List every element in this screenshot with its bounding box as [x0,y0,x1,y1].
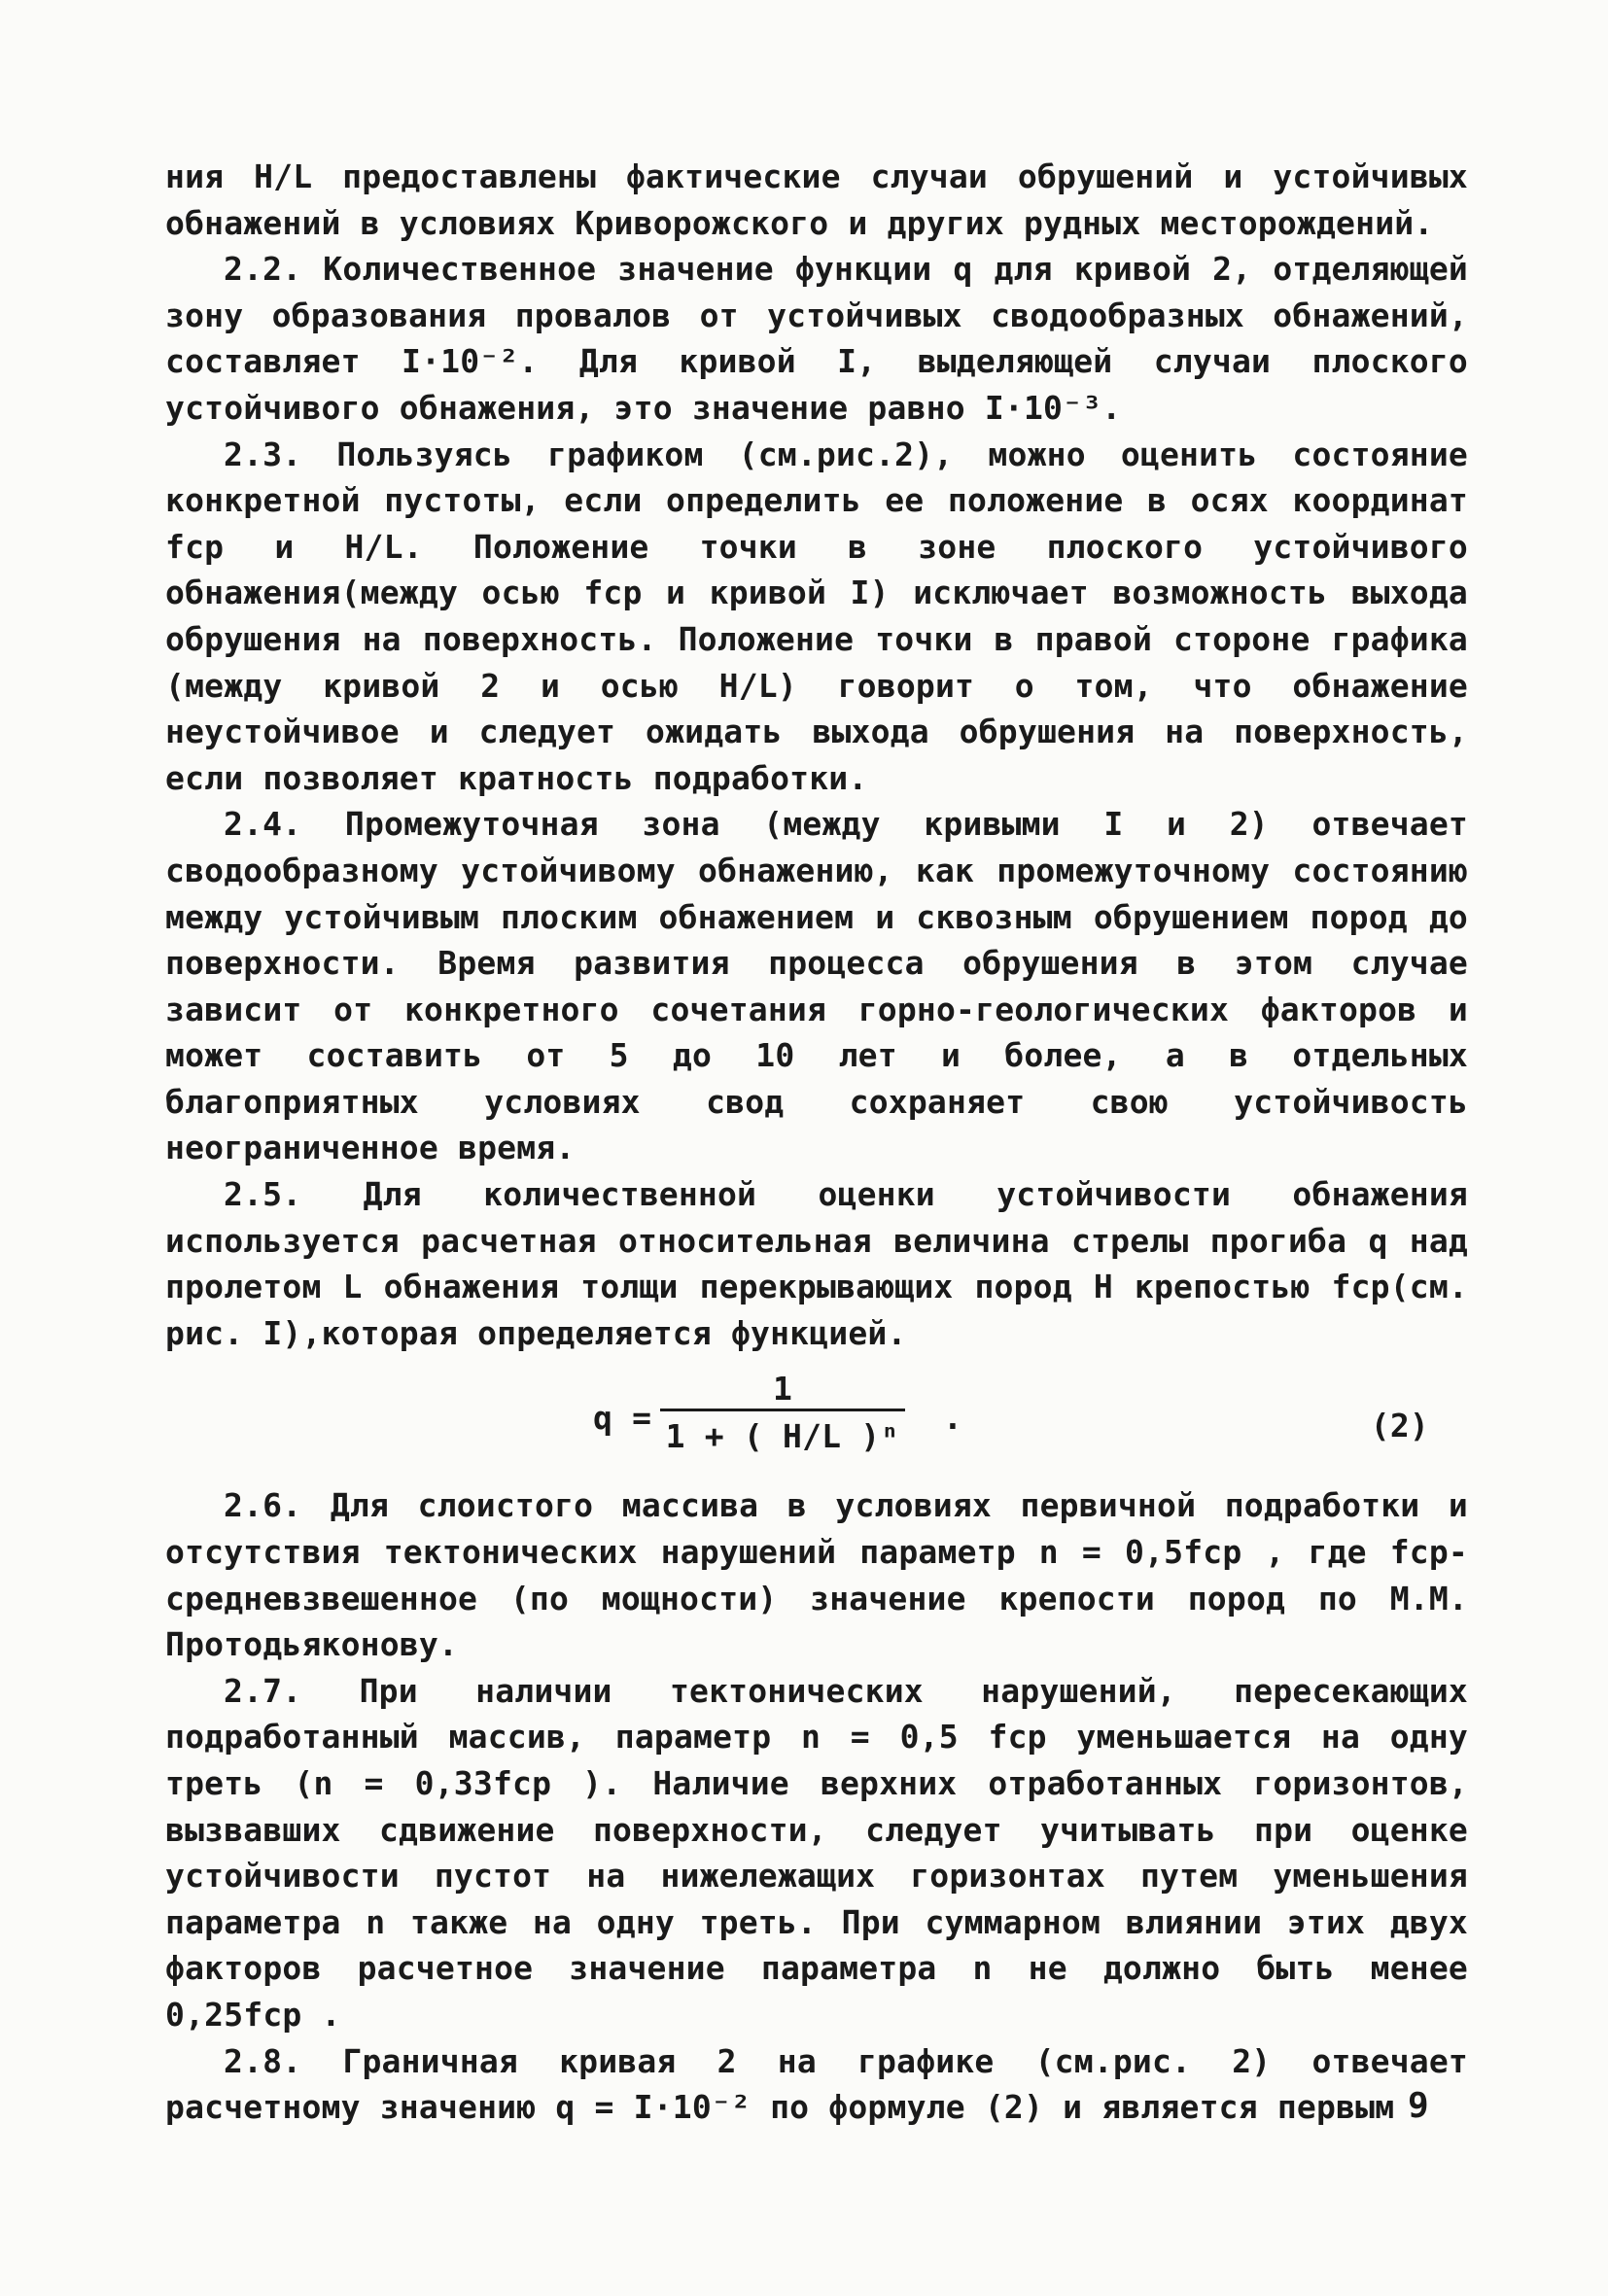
paragraph-2-4: 2.4. Промежуточная зона (между кривыми I и 2) отвечает сводообразному устойчивому обнажению, как промежуточному состоянию между устойчивым плоским обнажением и сквозным обрушением пород до поверхности. Время развития процесса обрушения в этом случае зависит от конкретного сочетания горно-геологических факторов и может составить от 5 до 10 лет и более, а в отдельных благоприятных условиях свод сохраняет свою устойчивость неограниченное время. [165,805,1468,1167]
paragraph-2-8: 2.8. Граничная кривая 2 на графике (см.рис. 2) отвечает расчетному значению q = I·10⁻² по формуле (2) и является первым [165,2041,1468,2127]
formula-denominator: 1 + ( Н/L )ⁿ [665,1417,900,1456]
paragraph-2-7: 2.7. При наличии тектонических нарушений, пересекающих подработанный массив, параметр n = 0,5 fср уменьшается на одну треть (n = 0,33fср ). Наличие верхних отработанных горизонтов, вызвавших сдвижение поверхности, следует учитывать при оценке устойчивости пустот на нижележащих горизонтах путем уменьшения параметра n также на одну треть. При суммарном влиянии этих двух факторов расчетное значение параметра n не должно быть менее 0,25fср . [165,1671,1468,2034]
page-number: 9 [1408,2086,1429,2126]
formula-number: (2) [1370,1407,1429,1445]
paragraph-2-3: 2.3. Пользуясь графиком (см.рис.2), можно оценить состояние конкретной пустоты, если определить ее положение в осях координат fср и Н/L. Положение точки в зоне плоского устойчивого обнажения(между осью fср и кривой I) исключает возможность выхода обрушения на поверхность. Положение точки в правой стороне графика (между кривой 2 и осью Н/L) говорит о том, что обнажение неустойчивое и следует ожидать выхода обрушения на поверхность, если позволяет кратность подработки. [165,435,1468,797]
document-body [165,154,1468,2131]
formula-numerator: 1 [772,1370,793,1409]
formula-2 [165,1362,1468,1478]
paragraph-continuation: ния Н/L предоставлены фактические случаи обрушений и устойчивых обнажений в условиях Криворожского и других рудных месторождений. [165,157,1468,242]
formula-trailing-dot: . [943,1399,963,1438]
paragraph-2-6: 2.6. Для слоистого массива в условиях первичной подработки и отсутствия тектонических нарушений параметр n = 0,5fср , где fср-средневзвешенное (по мощности) значение крепости пород по М.М. Протодьяконову. [165,1486,1468,1664]
formula-fraction [656,1366,909,1460]
paragraph-2-2: 2.2. Количественное значение функции q для кривой 2, отделяющей зону образования провалов от устойчивых сводообразных обнажений, составляет I·10⁻². Для кривой I, выделяющей случаи плоского устойчивого обнажения, это значение равно I·10⁻³. [165,250,1468,427]
formula-lhs: q = [593,1399,652,1438]
paragraph-2-5: 2.5. Для количественной оценки устойчивости обнажения используется расчетная относительная величина стрелы прогиба q над пролетом L обнажения толщи перекрывающих пород Н крепостью fср(см. рис. I),которая определяется функцией. [165,1175,1468,1352]
